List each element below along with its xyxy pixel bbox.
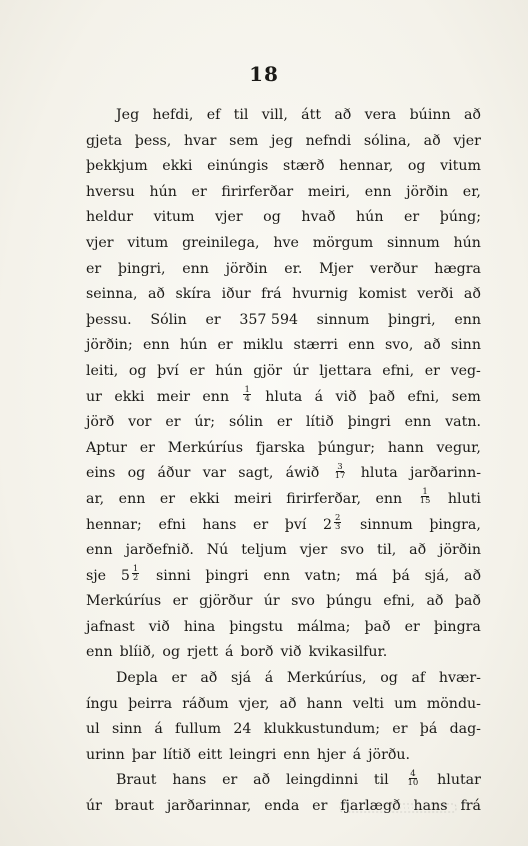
text-line (86, 410, 481, 436)
word: ráðum (182, 695, 229, 712)
word: gjeta (86, 132, 123, 149)
word: ljettara (319, 362, 372, 379)
word: meiri, (307, 183, 351, 200)
word: og (263, 209, 281, 226)
word: til, (376, 542, 397, 559)
word: hún (149, 183, 177, 200)
word: þekkjum (86, 158, 148, 175)
word: efni, (383, 593, 416, 610)
word: þingra (433, 618, 481, 635)
word: hennar; (86, 516, 142, 533)
word: við (280, 644, 302, 661)
word: vitum (127, 234, 169, 251)
word: er (171, 670, 187, 687)
word: hluti (447, 490, 481, 507)
word: jörðin (439, 542, 481, 559)
word: greinilega, (182, 234, 260, 251)
word: jörðu. (368, 746, 411, 763)
text-line (86, 129, 481, 155)
word: Merkúríus (86, 593, 162, 610)
word: fjarlægð (340, 798, 401, 815)
word: sinn (450, 337, 481, 354)
word: efni, (407, 388, 440, 405)
fraction-numerator: 2 (335, 513, 341, 523)
word: á (352, 746, 362, 763)
word: þingra, (429, 516, 481, 533)
word: hvær- (438, 670, 481, 687)
word: vatn; (304, 567, 341, 584)
word: enn (375, 490, 403, 507)
word: að (334, 107, 352, 123)
word: enn (454, 311, 481, 328)
word: stærri (293, 337, 338, 354)
text-line (86, 103, 481, 129)
word (405, 768, 422, 794)
word: hvar (184, 132, 217, 149)
word: enn (86, 644, 113, 661)
word: enn (202, 388, 230, 405)
word: þingri, (388, 311, 436, 328)
word: blíið, (119, 644, 156, 661)
word: að (253, 772, 271, 789)
word: stærð (282, 158, 325, 175)
fraction (334, 514, 341, 531)
word: gjör (253, 362, 283, 379)
word: Braut (116, 772, 157, 789)
word: því (284, 516, 307, 533)
word: er (86, 260, 102, 277)
word: búinn (409, 107, 451, 123)
word: sinn (111, 721, 143, 738)
word: mörgum (312, 234, 374, 251)
word: enn (348, 337, 375, 354)
word: hann (387, 439, 424, 456)
word: kvikasilfur. (308, 644, 388, 661)
word: því (157, 362, 179, 379)
word: er. (284, 260, 303, 277)
word: er (424, 362, 440, 379)
word: miklu (242, 337, 284, 354)
word: má (355, 567, 378, 584)
word: ur (86, 388, 102, 405)
word: sinni (156, 567, 191, 584)
word: lítið (163, 746, 191, 763)
word: velti (352, 695, 384, 712)
word: braut (114, 798, 154, 815)
word: er (312, 798, 328, 815)
word: vitum (440, 158, 481, 175)
fraction-numerator: 1 (244, 385, 250, 396)
word: leingri (229, 746, 277, 763)
word: og (380, 670, 398, 687)
fraction (407, 770, 420, 787)
word: sinnum (387, 234, 440, 251)
word: sjá (230, 670, 252, 687)
word: frá (261, 286, 282, 303)
word: svo (340, 542, 365, 559)
word: ul (86, 721, 100, 738)
text-line (86, 768, 481, 794)
text-line (86, 666, 481, 692)
word: er (276, 414, 293, 431)
word: ar, (86, 490, 105, 507)
word: sem (451, 388, 481, 405)
word: borð (240, 644, 274, 661)
word: hluta (265, 388, 303, 405)
word: vill, (261, 107, 288, 123)
text-line (86, 282, 481, 308)
word: hefdi, (152, 107, 194, 123)
word: meiri (234, 490, 272, 507)
text-line (86, 717, 481, 743)
word: eins (86, 465, 116, 482)
text-line (86, 205, 481, 231)
word: sem (229, 132, 259, 149)
word: jörðin; (86, 337, 133, 354)
word: verði (417, 286, 454, 303)
word: 2 $\frac{2}{3}$ (322, 513, 341, 533)
word: jarðefnið. (125, 542, 194, 559)
fraction (132, 565, 139, 582)
word: að (463, 567, 481, 584)
word: Jeg (116, 107, 140, 123)
word: á (314, 388, 324, 405)
word: vjer (453, 132, 481, 149)
word: af (411, 670, 426, 687)
word: þingri, (117, 260, 166, 277)
text-line (86, 564, 481, 590)
word: hennar, (339, 158, 394, 175)
word: átt (301, 107, 322, 123)
word: um (394, 695, 417, 712)
text-line (86, 538, 481, 564)
text-line (86, 615, 481, 641)
word: sinnum (360, 516, 413, 533)
fraction-denominator: 2 (132, 573, 139, 584)
word: er (205, 311, 221, 328)
fraction-numerator: 1 (132, 564, 139, 575)
word: er (191, 183, 207, 200)
word: til (233, 107, 249, 123)
word: íngu (86, 695, 118, 712)
word: það (369, 388, 396, 405)
word (417, 487, 434, 513)
text-line (86, 385, 481, 411)
word: hans (413, 798, 448, 815)
word: komist (358, 286, 407, 303)
word (332, 461, 349, 487)
word: að (463, 286, 481, 303)
word: heldur (86, 209, 134, 226)
word: þingstu (229, 618, 284, 635)
word: málma; (297, 618, 351, 635)
word: og (128, 362, 147, 379)
word: og (162, 644, 181, 661)
word: sjá, (424, 567, 450, 584)
word: þess, (134, 132, 172, 149)
word: áwið (285, 465, 320, 482)
word: er (252, 516, 269, 533)
word: nefndi (305, 132, 352, 149)
word: á (225, 644, 234, 661)
word: er (189, 362, 205, 379)
word: úr (86, 798, 102, 815)
word: 357 594 (239, 311, 298, 328)
text-line (86, 692, 481, 718)
word: svo, (385, 337, 414, 354)
text-line (86, 640, 481, 666)
word: fjarska (255, 439, 306, 456)
text-line (86, 743, 481, 769)
word: efni, (382, 362, 415, 379)
word: leingdinni (285, 772, 359, 789)
word: enn (263, 567, 291, 584)
word: ef (206, 107, 221, 123)
text-line (86, 231, 481, 257)
word: meir (156, 388, 191, 405)
word: hvurnig (292, 286, 348, 303)
word: þúng; (439, 209, 481, 226)
word: eitt (197, 746, 223, 763)
word: að (147, 286, 165, 303)
word: klukkustundum; (263, 721, 381, 738)
word: 24 (233, 721, 252, 738)
fraction-numerator: 1 (422, 487, 428, 498)
word: hjer (316, 746, 346, 763)
word: er, (462, 183, 481, 200)
word: frá (460, 798, 481, 815)
word: að (423, 132, 441, 149)
word: Nú (206, 542, 229, 559)
word: sje (86, 567, 107, 584)
text-line (86, 487, 481, 513)
fraction-denominator: 17 (334, 470, 346, 481)
word: ekki (162, 158, 193, 175)
word: er (139, 439, 155, 456)
word: og (127, 465, 146, 482)
word: hlutar (437, 772, 481, 789)
fraction-denominator: 10 (407, 777, 419, 788)
word: einúngis (207, 158, 269, 175)
word: sinnum (316, 311, 370, 328)
word: hægra (434, 260, 481, 277)
word: þúngur; (317, 439, 376, 456)
word: og (407, 158, 426, 175)
word: hún (356, 209, 384, 226)
word: hve (273, 234, 299, 251)
word: þessu. (86, 311, 132, 328)
word: firirferðar, (286, 490, 361, 507)
fraction-numerator: 4 (410, 768, 416, 779)
page-number: 18 (249, 62, 279, 86)
word: er (165, 414, 181, 431)
word: enn (404, 414, 432, 431)
word: Mjer (319, 260, 354, 277)
word: jeg (271, 132, 293, 149)
text-line (86, 180, 481, 206)
word: hina (183, 618, 216, 635)
word: að (279, 695, 297, 712)
word: að (409, 542, 427, 559)
word: urinn (86, 746, 125, 763)
word: hans (202, 516, 237, 533)
word: Merkúríus, (286, 670, 367, 687)
word: þá (419, 721, 438, 738)
word: skíra (175, 286, 212, 303)
word: ekki (114, 388, 145, 405)
word: Merkúríus (167, 439, 243, 456)
body-text (86, 103, 481, 820)
word: hún (179, 337, 208, 354)
word: er (159, 490, 175, 507)
word: er (404, 618, 420, 635)
word: verður (369, 260, 418, 277)
word: sólina, (363, 132, 411, 149)
word (241, 385, 252, 411)
word: var (202, 465, 227, 482)
word: vjer (299, 542, 328, 559)
word: er (404, 209, 420, 226)
fraction-numerator: 3 (337, 461, 343, 472)
word: veg- (450, 362, 481, 379)
word: enn (182, 260, 209, 277)
word: seinna, (86, 286, 138, 303)
fraction (334, 463, 347, 480)
word: lítið (305, 414, 334, 431)
word: er (392, 721, 408, 738)
word: teljum (241, 542, 287, 559)
fraction-denominator: 3 (335, 522, 341, 532)
word: á (154, 721, 163, 738)
fraction-denominator: 15 (419, 496, 431, 507)
word: hluta (360, 465, 398, 482)
text-line (86, 154, 481, 180)
word: rjett (187, 644, 219, 661)
text-line (86, 359, 481, 385)
fraction (419, 488, 432, 505)
word: gjörður (199, 593, 253, 610)
word: fullum (175, 721, 222, 738)
word: úr (292, 362, 309, 379)
text-line (86, 257, 481, 283)
word: hans (172, 772, 207, 789)
word: vegur, (436, 439, 481, 456)
word: Sólin (150, 311, 187, 328)
word: vor (128, 414, 152, 431)
fraction-denominator: 4 (244, 394, 250, 405)
word: jörðin (406, 183, 449, 200)
word: hún (453, 234, 481, 251)
word: jafnast (86, 618, 135, 635)
word: sólin (228, 414, 263, 431)
word: svo (291, 593, 315, 610)
word: þar (131, 746, 157, 763)
fraction (243, 386, 250, 403)
word: 5 $\frac{1}{2}$ (120, 564, 139, 584)
text-line (86, 589, 481, 615)
text-line (86, 333, 481, 359)
library-stamp-icon (338, 800, 458, 816)
word: enn (142, 337, 170, 354)
word: úr; (194, 414, 216, 431)
text-line (86, 436, 481, 462)
word: jörðin (225, 260, 268, 277)
word: hann (306, 695, 343, 712)
word: vjer, (238, 695, 270, 712)
word: þingri (347, 414, 391, 431)
word: möndu- (426, 695, 481, 712)
word: dag- (449, 721, 481, 738)
word: vjer (86, 234, 114, 251)
word: vjer (215, 209, 243, 226)
word: það (364, 618, 391, 635)
word: enn (364, 183, 392, 200)
word: efni (158, 516, 186, 533)
word: er (222, 772, 238, 789)
word: vera (364, 107, 397, 123)
word: Aptur (86, 439, 127, 456)
word: sagt, (238, 465, 274, 482)
word: að (423, 337, 441, 354)
word: jörð (86, 414, 115, 431)
word: úr (263, 593, 280, 610)
word: að (463, 107, 481, 123)
word: hversu (86, 183, 135, 200)
word: enda (264, 798, 300, 815)
word: það (454, 593, 481, 610)
word: er (217, 337, 233, 354)
word: vitum (153, 209, 195, 226)
word: þúngu (326, 593, 372, 610)
word: er (172, 593, 188, 610)
word: firirferðar (221, 183, 294, 200)
word: þá (392, 567, 410, 584)
word: jarðarinnar, (166, 798, 252, 815)
word: hvað (301, 209, 336, 226)
text-line (86, 308, 481, 334)
text-line (86, 461, 481, 487)
word: þingri (205, 567, 249, 584)
word: að (200, 670, 218, 687)
word: ekki (189, 490, 220, 507)
word: á (264, 670, 274, 687)
word: leiti, (86, 362, 119, 379)
word: Depla (116, 670, 158, 687)
word: enn (118, 490, 146, 507)
word: jarðarinn- (409, 465, 481, 482)
word: að (426, 593, 444, 610)
word: iður (221, 286, 251, 303)
word: áður (157, 465, 191, 482)
word: við (335, 388, 357, 405)
word: enn (86, 542, 113, 559)
word: við (148, 618, 170, 635)
text-line (86, 513, 481, 539)
word: þeirra (128, 695, 173, 712)
word: til (373, 772, 389, 789)
word: enn (283, 746, 310, 763)
word: vatn. (445, 414, 481, 431)
word: hún (215, 362, 243, 379)
